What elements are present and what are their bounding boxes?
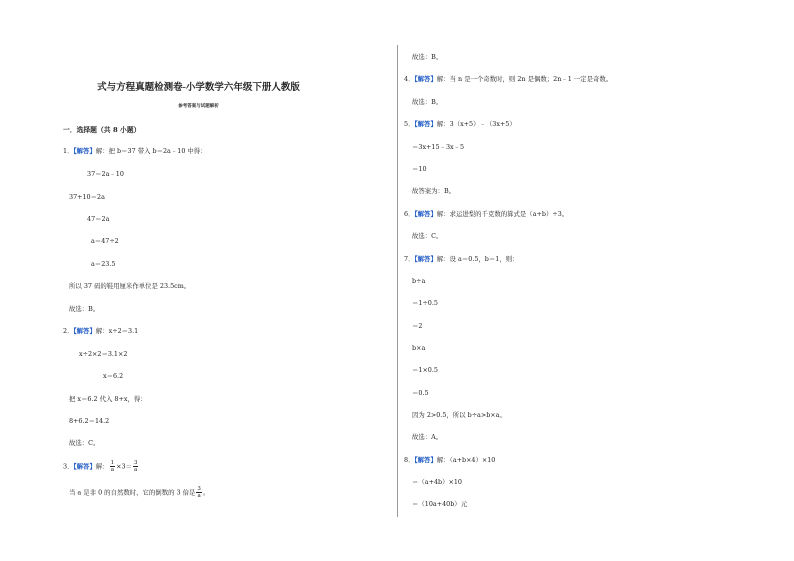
q7-conclusion: 因为 2>0.5，所以 b÷a>b×a。 (412, 411, 506, 419)
q7-step: ＝2 (412, 322, 423, 330)
q5-step: ＝10 (412, 165, 427, 173)
q3-header (63, 460, 139, 474)
q2-number: 2． (63, 327, 74, 335)
q1-step: 47＝2a (87, 215, 110, 223)
q1-step: 37+10＝2a (69, 193, 105, 201)
q5-answer: 故答案为：B。 (412, 187, 456, 195)
q7-step: b×a (412, 344, 426, 352)
page-subtitle: 参考答案与试题解析 (178, 104, 219, 109)
q4-number: 4． (404, 75, 415, 83)
q8-step: ＝（a+4b）×10 (412, 478, 462, 486)
q2-header (63, 327, 138, 335)
q6-text: 解：求运进梨的千克数的算式是（a+b）÷3。 (436, 210, 569, 218)
q4-text: 解：当 n 是一个奇数时，则 2n 是偶数；2n﹣1 一定是奇数。 (436, 75, 613, 83)
q3-operator: ×3＝ (116, 462, 132, 471)
q3-answer: 故选：B。 (412, 53, 443, 61)
q1-answer: 故选：B。 (69, 305, 100, 313)
q5-solution-tag: 【解答】 (414, 120, 437, 128)
q4-solution-tag: 【解答】 (414, 75, 437, 83)
q3-fraction: $\frac{1}{a}$ (110, 460, 115, 473)
q8-header (404, 456, 495, 464)
q2-step: 把 x＝6.2 代入 8+x，得： (69, 395, 147, 403)
q2-solution-tag: 【解答】 (73, 327, 96, 335)
q4-answer: 故选：B。 (412, 98, 443, 106)
q7-step: ＝1÷0.5 (412, 299, 438, 307)
q8-text: 解：（a+b×4）×10 (436, 456, 496, 464)
q6-number: 6． (404, 210, 415, 218)
q3-fraction: $\frac{3}{a}$ (197, 486, 201, 499)
q1-text: 解：把 b＝37 带入 b＝2a﹣10 中得： (95, 147, 207, 155)
q8-step: ＝（10a+40b）元 (412, 500, 468, 508)
q2-answer: 故选：C。 (69, 439, 100, 447)
q6-header (404, 210, 568, 218)
q7-step: b÷a (412, 277, 426, 285)
q1-number: 1． (63, 147, 74, 155)
q2-step: 8+6.2＝14.2 (69, 417, 110, 425)
q2-step: x＝6.2 (103, 372, 124, 380)
q7-text: 解：设 a＝0.5，b＝1，则： (436, 255, 519, 263)
q3-conclusion: 当 a 是非 0 的自然数时，它的倒数的 3 倍是 $\frac{3}{a}$ 。 (69, 486, 210, 499)
q2-text: 解：x÷2＝3.1 (95, 327, 139, 335)
q6-answer: 故选：C。 (412, 232, 443, 240)
column-divider (397, 45, 398, 517)
q4-header (404, 75, 612, 83)
q3-text: 解： (95, 462, 109, 471)
q7-solution-tag: 【解答】 (414, 255, 437, 263)
q7-step: ＝1×0.5 (412, 366, 438, 374)
q5-step: ＝3x+15﹣3x﹣5 (412, 143, 465, 151)
q1-conclusion: 所以 37 码的鞋用厘米作单位是 23.5cm。 (69, 282, 191, 290)
q8-solution-tag: 【解答】 (414, 456, 437, 464)
q3-number: 3． (63, 462, 74, 471)
section-heading: 一．选择题（共 8 小题） (63, 126, 141, 134)
q1-step: 37＝2a﹣10 (87, 170, 124, 178)
q1-solution-tag: 【解答】 (73, 147, 96, 155)
q1-step: a＝23.5 (91, 260, 116, 268)
q7-answer: 故选：A。 (412, 433, 443, 441)
q7-header (404, 255, 519, 263)
q6-solution-tag: 【解答】 (414, 210, 437, 218)
q1-header (63, 147, 207, 155)
q5-number: 5． (404, 120, 415, 128)
q7-step: ＝0.5 (412, 389, 429, 397)
q2-step: x÷2×2＝3.1×2 (79, 350, 128, 358)
q7-number: 7． (404, 255, 415, 263)
q3-solution-tag: 【解答】 (73, 462, 96, 471)
q3-fraction: $\frac{3}{a}$ (133, 460, 138, 473)
q8-number: 8． (404, 456, 415, 464)
q1-step: a＝47÷2 (91, 237, 119, 245)
page-title: 式与方程真题检测卷-小学数学六年级下册人教版 (97, 83, 300, 93)
q5-header (404, 120, 516, 128)
q5-text: 解：3（x+5）﹣（3x+5） (436, 120, 516, 128)
